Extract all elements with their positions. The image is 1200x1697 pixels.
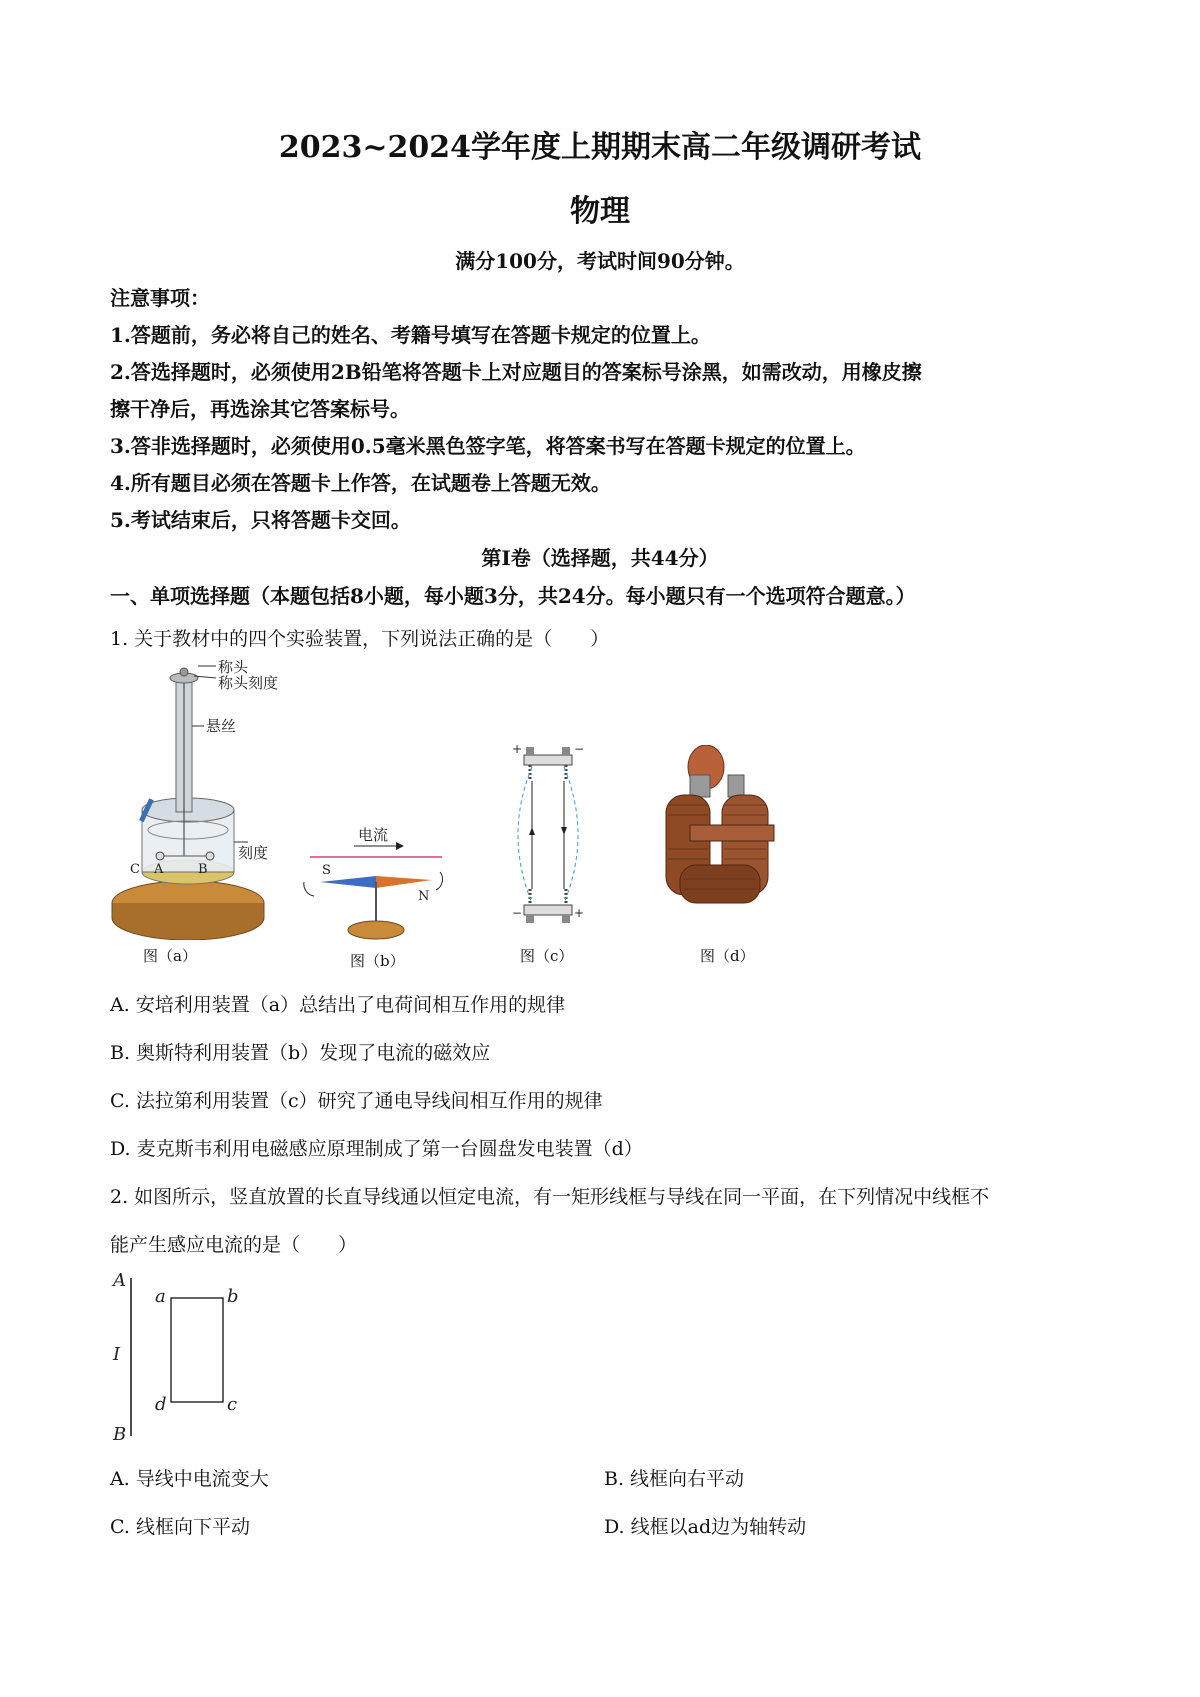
notes-heading: 注意事项： (110, 286, 210, 310)
note-item: 4.所有题目必须在答题卡上作答，在试题卷上答题无效。 (110, 471, 611, 495)
caption-a: 图（a） (143, 947, 197, 965)
label-c: C (130, 862, 140, 877)
q2-option-c: C. 线框向下平动 (110, 1516, 250, 1538)
section-heading: 第Ⅰ卷（选择题，共44分） (481, 546, 719, 570)
q2-stem (110, 1173, 1100, 1269)
q2-option-b: B. 线框向右平动 (604, 1468, 745, 1490)
label-head-scale: 称头刻度 (218, 674, 279, 692)
label-corner-d: d (155, 1394, 167, 1415)
note-item: 5.考试结束后，只将答题卡交回。 (110, 508, 411, 532)
note-item: 3.答非选择题时，必须使用0.5毫米黑色签字笔，将答案书写在答题卡规定的位置上。 (110, 434, 866, 458)
wire-loop-figure (105, 1270, 255, 1445)
q1-option-a: A. 安培利用装置（a）总结出了电荷间相互作用的规律 (110, 994, 566, 1016)
q2-stem-line: 2. 如图所示，竖直放置的长直导线通以恒定电流，有一矩形线框与导线在同一平面，在下列情况中线框不 (110, 1186, 990, 1208)
oersted-figure (300, 820, 450, 950)
score-note: 满分100分，考试时间90分钟。 (455, 249, 745, 273)
label-corner-c: c (227, 1394, 238, 1415)
label-plus-top: + (512, 745, 523, 756)
label-s: S (322, 863, 331, 878)
label-a: A (154, 862, 164, 877)
label-end-a: A (113, 1270, 126, 1291)
label-n: N (418, 889, 430, 904)
note-item: 1.答题前，务必将自己的姓名、考籍号填写在答题卡规定的位置上。 (110, 323, 711, 347)
exam-title: 2023~2024学年度上期期末高二年级调研考试 (278, 130, 922, 165)
caption-b: 图（b） (350, 952, 405, 970)
label-end-b: B (113, 1424, 127, 1445)
disc-generator-figure (660, 745, 780, 915)
label-minus-bottom: − (512, 906, 523, 920)
q2-option-d: D. 线框以ad边为轴转动 (604, 1516, 807, 1538)
label-corner-b: b (227, 1286, 239, 1307)
label-b: B (198, 862, 208, 877)
label-current: 电流 (358, 826, 389, 844)
label-current-i: I (113, 1344, 121, 1365)
note-item: 2.答选择题时，必须使用2B铅笔将答题卡上对应题目的答案标号涂黑，如需改动，用橡皮擦 (110, 360, 922, 384)
torsion-balance-figure (108, 660, 308, 940)
label-suspension-wire: 悬丝 (206, 717, 237, 735)
label-scale: 刻度 (238, 844, 269, 862)
label-plus-bottom: + (574, 906, 585, 920)
exam-subject: 物理 (570, 194, 630, 229)
caption-c: 图（c） (520, 947, 574, 965)
q1-stem: 1. 关于教材中的四个实验装置，下列说法正确的是（ ） (110, 628, 610, 650)
notes-block (110, 280, 1100, 539)
parallel-wires-figure (510, 745, 590, 925)
q1-option-c: C. 法拉第利用装置（c）研究了通电导线间相互作用的规律 (110, 1090, 603, 1112)
q2-option-a: A. 导线中电流变大 (110, 1468, 269, 1490)
q1-option-b: B. 奥斯特利用装置（b）发现了电流的磁效应 (110, 1042, 491, 1064)
label-corner-a: a (155, 1286, 166, 1307)
label-weigh-head: 称头 (218, 660, 249, 676)
caption-d: 图（d） (700, 947, 755, 965)
q1-option-d: D. 麦克斯韦利用电磁感应原理制成了第一台圆盘发电装置（d） (110, 1138, 643, 1160)
note-item: 擦干净后，再选涂其它答案标号。 (110, 397, 410, 421)
label-minus-top: − (574, 745, 585, 756)
q2-stem-line: 能产生感应电流的是（ ） (110, 1234, 358, 1256)
part-heading: 一、单项选择题（本题包括8小题，每小题3分，共24分。每小题只有一个选项符合题意。） (110, 584, 916, 608)
